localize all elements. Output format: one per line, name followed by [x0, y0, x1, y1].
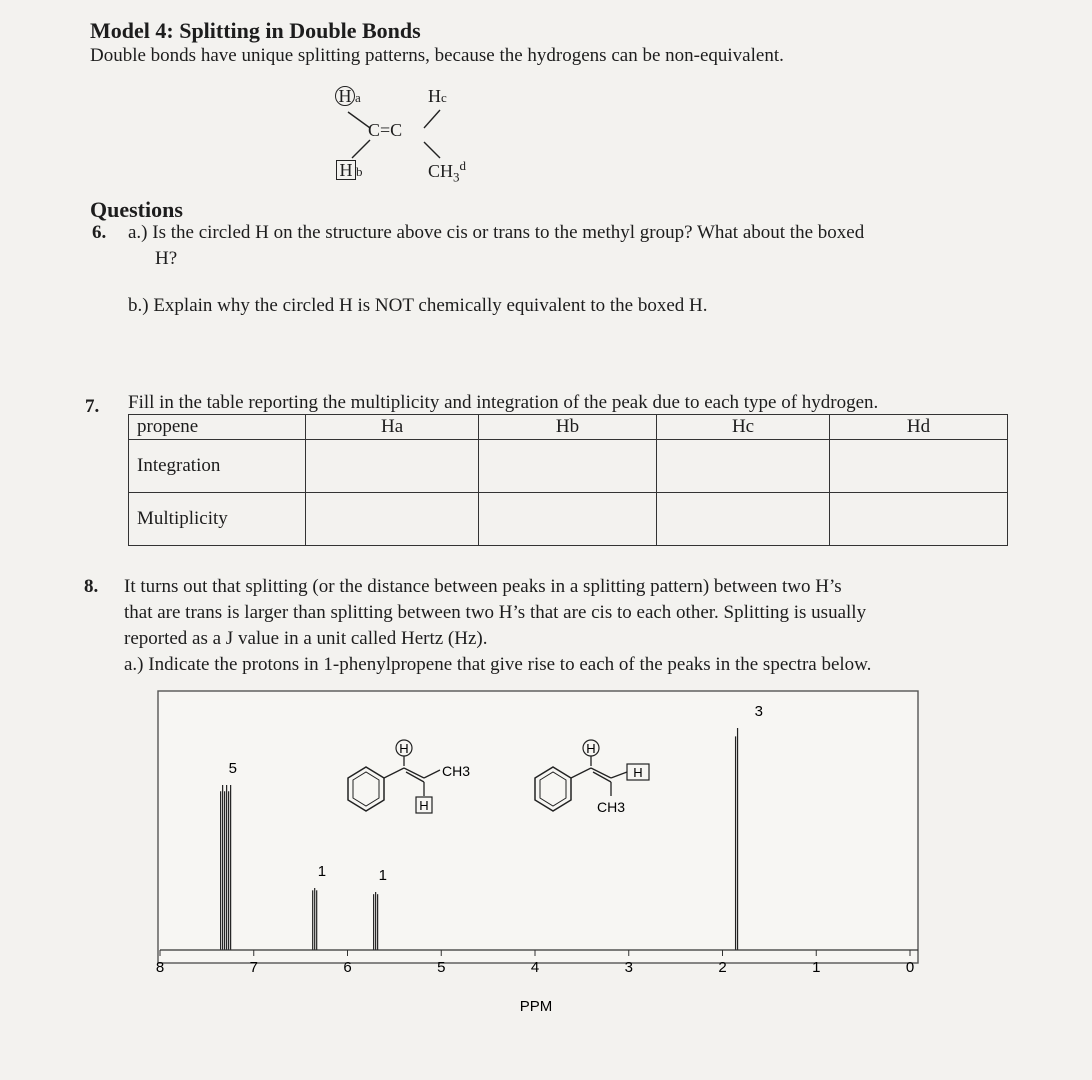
x-tick-label: 2: [718, 959, 727, 976]
methyl-sub: 3: [453, 169, 460, 185]
propene-table: [128, 414, 1008, 546]
boxed-hb: [336, 160, 363, 181]
methyl-ch: CH: [428, 161, 454, 181]
hb-subscript: b: [356, 164, 363, 179]
peak-integration-label: 1: [378, 867, 387, 884]
q6a-line2: H?: [155, 248, 178, 269]
peak-integration-label: 5: [228, 760, 237, 777]
x-tick-label: 5: [437, 959, 446, 976]
q8-number: 8.: [84, 576, 99, 597]
multiplicity-ha-cell[interactable]: [306, 493, 479, 546]
table-header-row: [129, 415, 1008, 440]
q8-line1: It turns out that splitting (or the distance between peaks in a splitting pattern) between two H’s: [124, 576, 842, 597]
x-tick-label: 6: [343, 959, 352, 976]
inset-circled-h: H: [586, 741, 596, 756]
table-row: [129, 493, 1008, 546]
methyl-hd: [428, 158, 466, 186]
inset-boxed-h: H: [633, 765, 643, 780]
x-tick-label: 1: [812, 959, 821, 976]
x-tick-label: 8: [155, 959, 165, 976]
hc-subscript: c: [441, 90, 447, 105]
table-header-propene: propene: [129, 415, 306, 440]
x-axis-label: PPM: [519, 998, 553, 1015]
inset-boxed-h: H: [419, 798, 429, 813]
q6-number: 6.: [92, 222, 107, 243]
multiplicity-hd-cell[interactable]: [830, 493, 1008, 546]
q6b: b.) Explain why the circled H is NOT chemically equivalent to the boxed H.: [128, 295, 708, 316]
hd-superscript: d: [459, 158, 467, 173]
q7-number: 7.: [85, 396, 100, 417]
integration-hc-cell[interactable]: [656, 440, 829, 493]
x-tick-label: 0: [905, 959, 915, 976]
multiplicity-hb-cell[interactable]: [479, 493, 657, 546]
q6a-line1: a.) Is the circled H on the structure above cis or trans to the methyl group? What about the boxed: [128, 222, 865, 243]
x-tick-label: 3: [624, 959, 633, 976]
model-subtitle: Double bonds have unique splitting patterns, because the hydrogens can be non-equivalent.: [90, 45, 784, 66]
boxed-h-icon: H: [336, 160, 356, 180]
table-row: [129, 440, 1008, 493]
q8-line4: a.) Indicate the protons in 1-phenylpropene that give rise to each of the peaks in the spectra below.: [124, 654, 872, 675]
hc-h: H: [428, 86, 441, 106]
table-header-hb: Hb: [479, 415, 657, 440]
row-label-integration: Integration: [129, 440, 306, 493]
x-tick-label: 7: [249, 959, 258, 976]
multiplicity-hc-cell[interactable]: [656, 493, 829, 546]
integration-hd-cell[interactable]: [830, 440, 1008, 493]
table-header-hd: Hd: [830, 415, 1008, 440]
nmr-spectrum: [150, 688, 930, 1018]
row-label-multiplicity: Multiplicity: [129, 493, 306, 546]
model-title: Model 4: Splitting in Double Bonds: [90, 18, 421, 43]
inset-methyl: CH3: [442, 763, 471, 779]
q7-text: Fill in the table reporting the multiplicity and integration of the peak due to each type of hydrogen.: [128, 392, 879, 413]
peak-integration-label: 3: [754, 703, 763, 720]
ha-subscript: a: [355, 90, 361, 105]
x-tick-label: 4: [530, 959, 540, 976]
inset-circled-h: H: [399, 741, 409, 756]
q8-line2: that are trans is larger than splitting between two H’s that are cis to each other. Splitting is usually: [124, 602, 867, 623]
table-header-hc: Hc: [656, 415, 829, 440]
questions-heading: Questions: [90, 197, 183, 222]
spectrum-frame: [158, 691, 918, 963]
q8-line3: reported as a J value in a unit called Hertz (Hz).: [124, 628, 488, 649]
circled-h-icon: H: [335, 86, 355, 106]
double-bond-label: C=C: [368, 120, 403, 140]
integration-hb-cell[interactable]: [479, 440, 657, 493]
integration-ha-cell[interactable]: [306, 440, 479, 493]
peak-integration-label: 1: [317, 863, 327, 880]
table-header-ha: Ha: [306, 415, 479, 440]
inset-methyl: CH3: [596, 799, 626, 815]
